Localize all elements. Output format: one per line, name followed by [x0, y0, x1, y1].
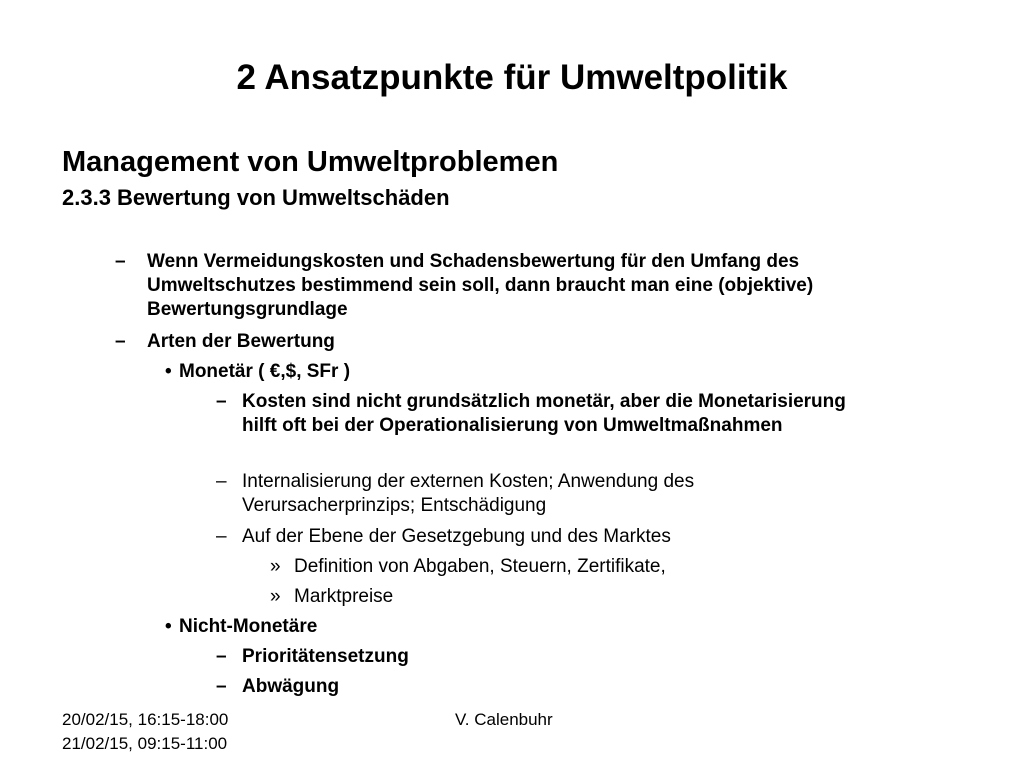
list-item: [216, 390, 866, 438]
dash-marker: –: [216, 526, 227, 547]
list-item-text: Marktpreise: [294, 586, 394, 607]
list-item-text: Kosten sind nicht grundsätzlich monetär, aber die Monetarisierung hilft oft bei der Operationalisierung von Umweltmaßnahmen: [242, 391, 846, 436]
footer-author: V. Calenbuhr: [455, 710, 553, 729]
list-item-text: Auf der Ebene der Gesetzgebung und des Marktes: [242, 526, 671, 547]
dash-marker: –: [115, 251, 126, 272]
list-item: [270, 555, 870, 579]
dash-marker: –: [216, 391, 227, 412]
list-item: [216, 645, 866, 669]
list-item: [216, 470, 826, 518]
list-item: [115, 330, 945, 354]
list-item-text: Arten der Bewertung: [147, 331, 335, 352]
list-item: [115, 250, 945, 322]
dash-marker: –: [216, 471, 227, 492]
list-item-text: Definition von Abgaben, Steuern, Zertifikate,: [294, 556, 666, 577]
footer-date-2: 21/02/15, 09:15-11:00: [62, 734, 228, 753]
list-item-text: Monetär ( €,$, SFr ): [179, 361, 351, 382]
slide-title: 2 Ansatzpunkte für Umweltpolitik: [236, 58, 788, 97]
list-item-text: Abwägung: [242, 676, 340, 697]
bullet-marker: •: [165, 361, 172, 382]
raquo-marker: »: [270, 556, 281, 577]
list-item-text: Nicht-Monetäre: [179, 616, 318, 637]
footer-date-1: 20/02/15, 16:15-18:00: [62, 710, 229, 729]
list-item: [165, 360, 865, 384]
dash-marker: –: [115, 331, 126, 352]
list-item: [216, 675, 866, 699]
list-item: [216, 525, 866, 549]
dash-marker: –: [216, 646, 227, 667]
list-item-text: Internalisierung der externen Kosten; Anwendung des Verursacherprinzips; Entschädigung: [242, 471, 695, 516]
list-item: [165, 615, 865, 639]
dash-marker: –: [216, 676, 227, 697]
list-item-text: Prioritätensetzung: [242, 646, 409, 667]
section-heading: Management von Umweltproblemen: [62, 146, 559, 178]
subsection-heading: 2.3.3 Bewertung von Umweltschäden: [62, 185, 450, 210]
list-item-text: Wenn Vermeidungskosten und Schadensbewertung für den Umfang des Umweltschutzes bestimmend sein soll, dann braucht man eine (objektive) Bewertungsgrundlage: [147, 251, 814, 320]
list-item: [270, 585, 870, 609]
bullet-marker: •: [165, 616, 172, 637]
footer-dates: [62, 708, 228, 756]
raquo-marker: »: [270, 586, 281, 607]
